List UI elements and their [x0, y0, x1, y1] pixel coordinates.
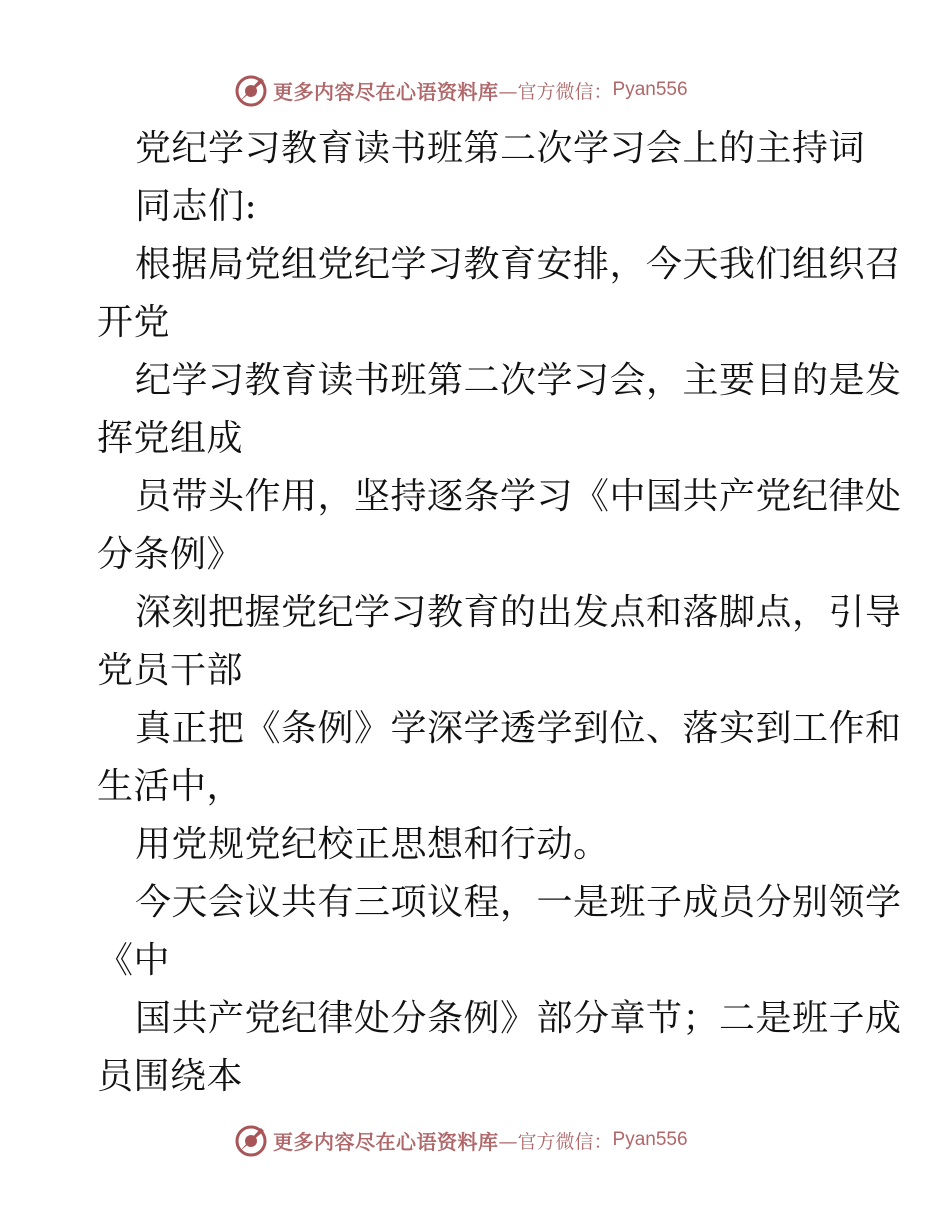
- paragraph-line: 生活中，: [97, 766, 244, 807]
- paragraph-line: 党员干部: [97, 650, 244, 691]
- footer-watermark: [233, 1120, 688, 1160]
- salutation: 同志们:: [135, 186, 258, 227]
- paragraph-line: 挥党组成: [97, 418, 244, 459]
- watermark-contact-label: —官方微信：: [498, 1130, 613, 1153]
- quill-logo-icon: [233, 1122, 269, 1158]
- watermark-contact-label: —官方微信：: [498, 80, 613, 103]
- paragraph-line: 用党规党纪校正思想和行动。: [135, 824, 610, 865]
- paragraph-line: 开党: [97, 302, 171, 343]
- paragraph-line: 今天会议共有三项议程，一是班子成员分别领学: [135, 882, 902, 923]
- watermark-contact-id: Pyan556: [612, 1129, 688, 1150]
- document-title: 党纪学习教育读书班第二次学习会上的主持词: [135, 128, 866, 169]
- paragraph-line: 分条例》: [97, 534, 244, 575]
- watermark-brand: 更多内容尽在心语资料库: [273, 1129, 499, 1154]
- paragraph-line: 深刻把握党纪学习教育的出发点和落脚点，引导: [135, 592, 902, 633]
- watermark-brand: 更多内容尽在心语资料库: [273, 79, 499, 104]
- document-body: [97, 120, 902, 1106]
- paragraph-line: 员带头作用，坚持逐条学习《中国共产党纪律处: [135, 476, 902, 517]
- paragraph-line: 《中: [97, 940, 171, 981]
- watermark-contact-id: Pyan556: [612, 79, 688, 100]
- paragraph-line: 员围绕本: [97, 1056, 244, 1097]
- paragraph-line: 真正把《条例》学深学透学到位、落实到工作和: [135, 708, 902, 749]
- quill-logo-icon: [233, 72, 269, 108]
- paragraph-line: 根据局党组党纪学习教育安排，今天我们组织召: [135, 244, 902, 285]
- paragraph-line: 国共产党纪律处分条例》部分章节；二是班子成: [135, 998, 902, 1039]
- paragraph-line: 纪学习教育读书班第二次学习会，主要目的是发: [135, 360, 902, 401]
- header-watermark: [233, 70, 688, 110]
